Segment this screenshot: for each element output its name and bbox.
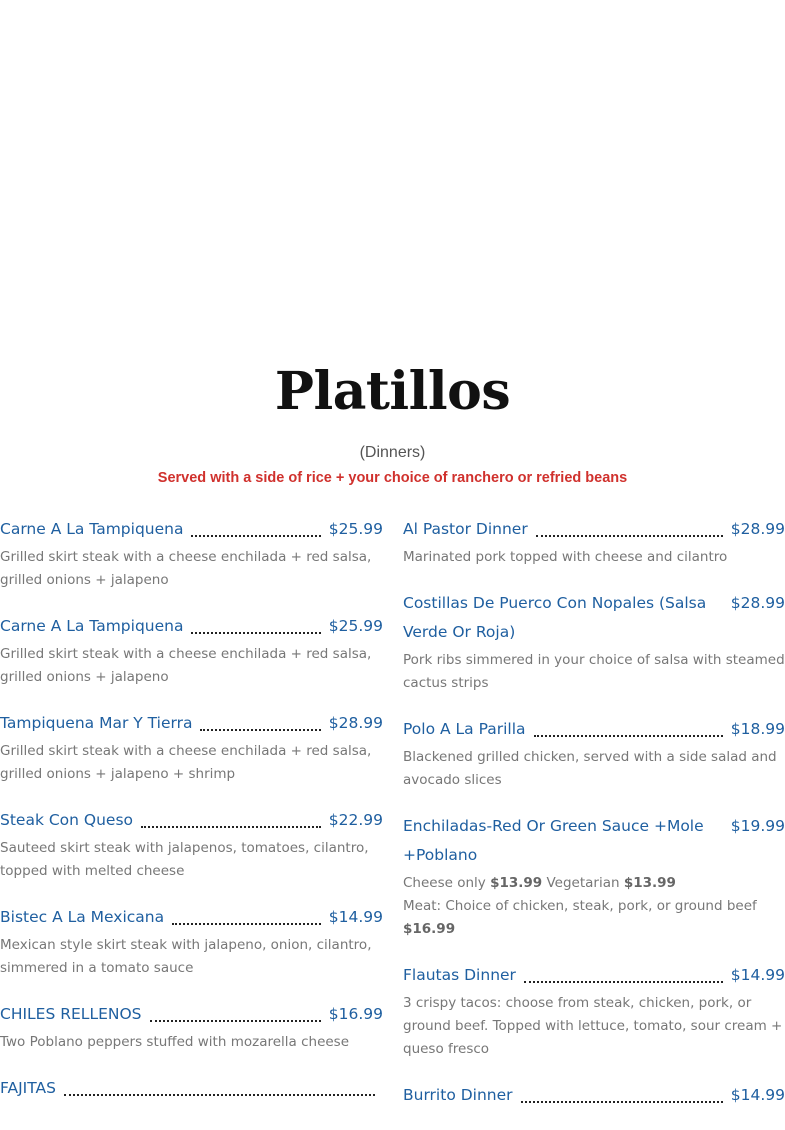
item-description: Grilled skirt steak with a cheese enchilada + red salsa, grilled onions + jalapeno + shrimp (0, 743, 372, 782)
menu-item (403, 515, 785, 569)
option-cheese-label: Cheese only (403, 875, 486, 891)
item-name: Carne A La Tampiquena (0, 617, 184, 635)
item-description: Marinated pork topped with cheese and cilantro (403, 549, 728, 565)
item-price: $25.99 (328, 520, 383, 538)
option-cheese-price: $13.99 (490, 875, 543, 891)
item-price: $14.99 (730, 966, 785, 984)
menu-item (0, 806, 383, 883)
item-description: 3 crispy tacos: choose from steak, chicken, pork, or ground beef. Topped with lettuce, tomato, sour cream + queso fresco (403, 995, 783, 1057)
item-name: Carne A La Tampiquena (0, 520, 184, 538)
leader-dots (536, 535, 723, 537)
menu-item (0, 903, 383, 980)
menu-item (403, 1081, 785, 1110)
menu-item (0, 709, 383, 786)
item-name: Al Pastor Dinner (403, 520, 528, 538)
item-description: Blackened grilled chicken, served with a side salad and avocado slices (403, 749, 777, 788)
item-price: $18.99 (730, 720, 785, 738)
item-name: Polo A La Parilla (403, 720, 526, 738)
item-price: $14.99 (730, 1086, 785, 1104)
leader-dots (521, 1101, 723, 1103)
item-name: Burrito Dinner (403, 1086, 513, 1104)
menu-item (0, 612, 383, 689)
menu-item (403, 715, 785, 792)
menu-item (403, 589, 785, 695)
item-description: Mexican style skirt steak with jalapeno, onion, cilantro, simmered in a tomato sauce (0, 937, 372, 976)
item-name: CHILES RELLENOS (0, 1005, 142, 1023)
item-price: $14.99 (328, 908, 383, 926)
item-price: $25.99 (328, 617, 383, 635)
item-description: Sauteed skirt steak with jalapenos, tomatoes, cilantro, topped with melted cheese (0, 840, 369, 879)
leader-dots (150, 1020, 321, 1022)
menu-item (0, 1000, 383, 1054)
item-description: Grilled skirt steak with a cheese enchilada + red salsa, grilled onions + jalapeno (0, 646, 372, 685)
item-name: Steak Con Queso (0, 811, 134, 829)
option-meat-label: Meat: Choice of chicken, steak, pork, or ground beef (403, 898, 757, 914)
menu-column-left (0, 515, 383, 1123)
item-description: Two Poblano peppers stuffed with mozarella cheese (0, 1034, 350, 1050)
menu-item (403, 961, 785, 1061)
item-price: $22.99 (328, 811, 383, 829)
leader-dots (191, 632, 320, 634)
leader-dots (534, 735, 723, 737)
option-veg-label: Vegetarian (546, 875, 620, 891)
leader-dots (191, 535, 320, 537)
menu-column-right (403, 515, 785, 1130)
leader-dots (172, 923, 321, 925)
item-price: $28.99 (328, 714, 383, 732)
item-price: $16.99 (328, 1005, 383, 1023)
leader-dots (141, 826, 321, 828)
section-title: Platillos (274, 361, 511, 422)
leader-dots (524, 981, 723, 983)
section-subtitle: (Dinners) (359, 444, 426, 461)
option-meat-price: $16.99 (403, 921, 456, 937)
section-note: Served with a side of rice + your choice of ranchero or refried beans (157, 470, 628, 486)
item-name: Bistec A La Mexicana (0, 908, 165, 926)
leader-dots (200, 729, 320, 731)
item-price: $19.99 (730, 817, 785, 835)
item-description: Grilled skirt steak with a cheese enchilada + red salsa, grilled onions + jalapeno (0, 549, 372, 588)
menu-item (0, 515, 383, 592)
item-price: $28.99 (730, 594, 785, 612)
item-price: $28.99 (730, 520, 785, 538)
item-options (403, 872, 785, 941)
item-name: Tampiquena Mar Y Tierra (0, 714, 193, 732)
leader-dots (64, 1094, 375, 1096)
menu-item (0, 1074, 383, 1103)
item-name: Flautas Dinner (403, 966, 516, 984)
item-name: Costillas De Puerco Con Nopales (Salsa Verde Or Roja) (403, 594, 707, 641)
item-description: Pork ribs simmered in your choice of salsa with steamed cactus strips (403, 652, 785, 691)
item-name: FAJITAS (0, 1079, 56, 1097)
option-veg-price: $13.99 (623, 875, 676, 891)
item-name: Enchiladas-Red Or Green Sauce +Mole +Poblano (403, 817, 704, 864)
menu-item (403, 812, 785, 941)
